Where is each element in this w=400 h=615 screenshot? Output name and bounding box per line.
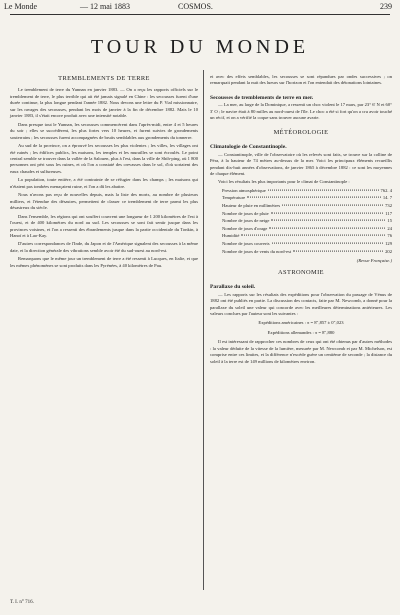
climate-row bbox=[222, 211, 392, 219]
climate-row bbox=[222, 233, 392, 241]
row-label: Hauteur de pluie en millimètres bbox=[222, 203, 281, 209]
leader-dots bbox=[282, 205, 383, 206]
article-subtitle-constantinople: Climatologie de Constantinople. bbox=[210, 144, 287, 151]
leader-dots bbox=[247, 197, 381, 198]
leader-dots bbox=[271, 212, 384, 213]
climate-row bbox=[222, 218, 392, 226]
row-value: 15 bbox=[387, 218, 392, 224]
header-left: Le Monde bbox=[4, 2, 38, 11]
row-label: Nombre de jours de pluie bbox=[222, 210, 269, 216]
row-value: 732 bbox=[385, 203, 392, 209]
leader-dots bbox=[272, 243, 384, 244]
climate-row bbox=[222, 195, 392, 203]
paragraph: Au sud de la province, on a éprouvé les secousses les plus violentes ; les villes, les villages ont été ruinés ; les édifices publics, les maisons, les temples et les murailles se sont écroulés. Le point central semble se trouver dans la vallée de la Salouen, plus à l'est, dans la ville de Shih-ping, où 1 800 personnes ont péri sous les ruines, et où l'on a constaté des crevasses dans le sol, d'où sortaient des eaux chaudes et sulfureuses. bbox=[10, 143, 198, 174]
source-attribution: (Revue Française.) bbox=[356, 258, 392, 264]
row-value: 202 bbox=[385, 248, 392, 254]
paragraph: Il est intéressant de rapprocher ces nombres de ceux qui ont été obtenus par d'autres méthodes : la valeur déduite de la vitesse de la lumière, mesurée par M. Newcomb et par M. Michelson, est comprise entre ces limites, et la différence n'excède guère un centième de seconde ; la distance du soleil à la terre est de 149 millions de kilomètres environ. bbox=[210, 339, 392, 364]
section-title-astronomy: ASTRONOMIE bbox=[278, 268, 324, 276]
leader-dots bbox=[271, 220, 385, 221]
paragraph: Le tremblement de terre du Yunnan en janvier 1883. — On a reçu les rapports officiels sur le tremblement de terre, le plus terrible qui ait été jamais signalé en Chine : les secousses furent d'une durée continue, la plus longue pendant l'année 1882. Nous devons une lettre du P. Vial missionnaire, sur les ravages des secousses, pendant les mois de janvier à la fin de décembre 1882. Mais le 10 janvier 1883, il s'était encore produit avec une intensité notable. bbox=[10, 87, 198, 119]
climate-row bbox=[222, 226, 392, 234]
page-title: TOUR DU MONDE bbox=[90, 36, 310, 58]
paragraph: Nous n'avons pas reçu de nouvelles depuis, mais la liste des morts, au nombre de plusieurs milliers, et l'étendue des désastres, permettent de classer ce tremblement de terre parmi les plus désastreux du siècle. bbox=[10, 192, 198, 211]
article-subtitle-sea-quakes: Secousses de tremblements de terre en mer. bbox=[210, 94, 314, 101]
leader-dots bbox=[241, 235, 385, 236]
row-value: 24 bbox=[387, 225, 392, 231]
row-value: 14. 7 bbox=[382, 195, 392, 201]
row-value: 129 bbox=[385, 241, 392, 247]
header-rule bbox=[10, 14, 390, 15]
right-column bbox=[210, 74, 392, 367]
climate-row bbox=[222, 188, 392, 196]
leader-dots bbox=[268, 189, 379, 190]
row-value: 117 bbox=[385, 210, 392, 216]
row-label: Nombre de jours d'orage bbox=[222, 225, 268, 231]
row-label: Nombre de jours de vents du nord-est bbox=[222, 248, 292, 254]
climate-row bbox=[222, 249, 392, 257]
paragraph: Voici les résultats les plus importants pour le climat de Constantinople : bbox=[218, 179, 350, 185]
formula-line: Expéditions allemandes : π = 8″,880 bbox=[267, 329, 335, 335]
climate-row bbox=[222, 241, 392, 249]
page-footer: T. I. n° 716. bbox=[10, 600, 34, 605]
row-label: Pression atmosphérique bbox=[222, 187, 266, 193]
row-label: Température bbox=[222, 195, 246, 201]
climate-row bbox=[222, 203, 392, 211]
formula-line: Expéditions américaines : π = 8″,857 ± 0″,023 bbox=[258, 320, 344, 326]
header-date: — 12 mai 1883 bbox=[80, 2, 130, 11]
running-header bbox=[0, 0, 400, 14]
section-title-earthquakes: TREMBLEMENTS DE TERRE bbox=[58, 75, 150, 82]
row-label: Humidité bbox=[222, 233, 240, 239]
leader-dots bbox=[293, 250, 383, 251]
page-number: 239 bbox=[380, 2, 392, 11]
article-subtitle-parallax: Parallaxe du soleil. bbox=[210, 284, 256, 291]
column-divider bbox=[203, 70, 204, 590]
header-journal: COSMOS. bbox=[178, 2, 213, 11]
paragraph: La population, toute entière, a été contrainte de se réfugier dans les champs ; les maisons qui n'étaient pas tombées menaçaient ruine, et l'on a dû les abattre. bbox=[10, 177, 198, 189]
left-column bbox=[10, 74, 198, 271]
row-value: 762. 4 bbox=[380, 187, 392, 193]
section-title-meteorology: MÉTÉOROLOGIE bbox=[273, 128, 329, 136]
paragraph: — Constantinople, ville de l'observatoire où les relevés sont faits, se trouve sur la colline de Péra, à la hauteur de 74 mètres au-dessus de la mer. Voici les principaux éléments recueillis pendant dix-huit années d'observations, de janvier 1865 à décembre 1882 : ce sont les moyennes de chaque élément. bbox=[210, 151, 392, 176]
paragraph: et avec des effets semblables, les secousses se sont répandues par ondes successives ; on remarquait pendant la nuit des lueurs sur l'horizon et l'on entendait des détonations lointaines. bbox=[210, 74, 392, 86]
paragraph: D'autres correspondances de l'Inde, du Japon et de l'Amérique signalent des secousses à la même date, et la direction générale des vibrations semble avoir été du sud-ouest au nord-est. bbox=[10, 241, 198, 253]
row-value: 76 bbox=[387, 233, 392, 239]
row-label: Nombre de jours couverts bbox=[222, 241, 270, 247]
paragraph: — La mer, au large de la Dominique, a ressenti un choc violent le 17 mars, par 23° 6' N et 60° 3' O ; le navire était à 80 milles au nord-ouest de l'île. Le choc a été si fort qu'on a cru avoir touché un récif, et on a vérifié la coque sans trouver aucune avarie. bbox=[210, 102, 392, 121]
paragraph: Dans l'ensemble, les régions qui ont souffert couvrent une longueur de 1 200 kilomètres de l'est à l'ouest, et de 400 kilomètres du nord au sud. Les secousses se sont fait sentir jusque dans les provinces voisines, et l'on a ressenti des ébranlements jusque dans la partie occidentale du Tonkin, à Hanoï et à Lao-Kay. bbox=[10, 213, 198, 238]
row-label: Nombre de jours de neige bbox=[222, 218, 270, 224]
leader-dots bbox=[269, 227, 385, 228]
climate-table bbox=[222, 188, 392, 256]
paragraph: Dans presque tout le Yunnan, les secousses commencèrent dans l'après-midi, entre 4 et 5 heures du soir ; elles se succédèrent, les plus fortes vers 10 heures, et furent suivies de grondements souterrains ; les secousses furent accompagnées de bruits semblables aux grondements du tonnerre. bbox=[10, 121, 198, 140]
paragraph: — Les rapports sur les résultats des expéditions pour l'observation du passage de Vénus de 1882 ont été publiés en partie. La discussion des contacts, faite par M. Newcomb, a donné pour la parallaxe du soleil une valeur qui concorde avec les meilleures déterminations antérieures. Les valeurs conclues par l'auteur sont les suivantes : bbox=[210, 291, 392, 316]
paragraph: Remarquons que le même jour un tremblement de terre a été ressenti à Lucques, en Italie, et que les mêmes phénomènes se sont produits dans les Pyrénées, à 40 kilomètres de Pau. bbox=[10, 256, 198, 268]
